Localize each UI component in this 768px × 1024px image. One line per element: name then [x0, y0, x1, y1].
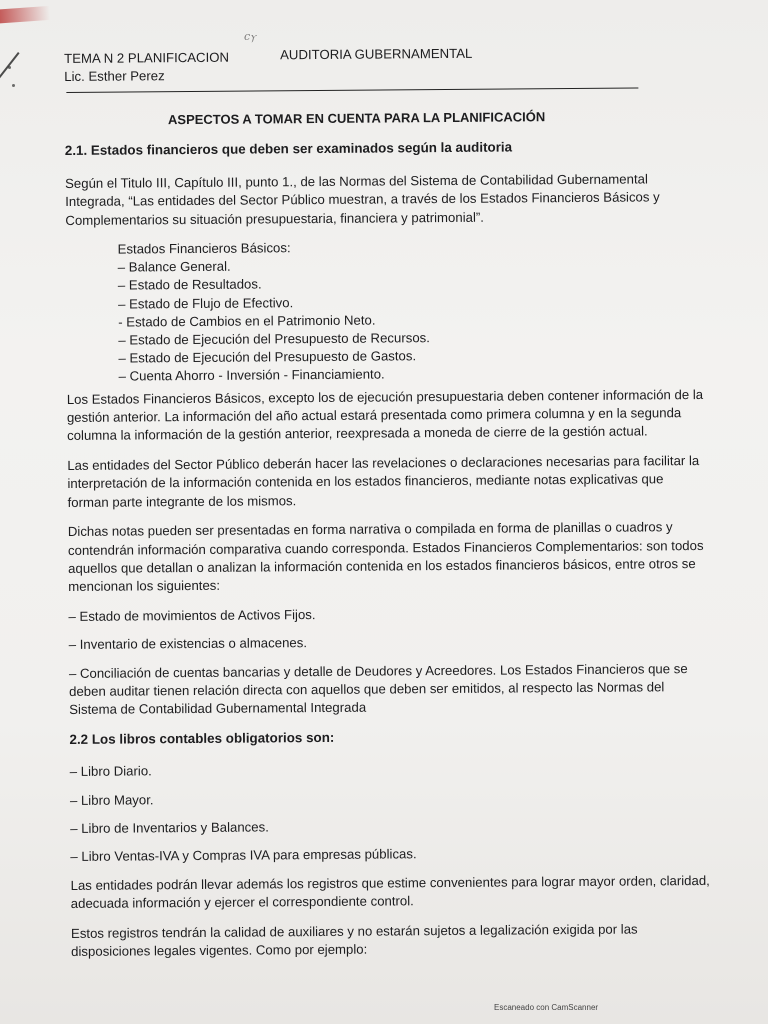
- pen-stroke: [0, 52, 20, 89]
- list-item: - Estado de Cambios en el Patrimonio Neto.: [118, 312, 376, 330]
- section-2-2-heading: 2.2 Los libros contables obligatorios son:: [69, 729, 335, 747]
- teacher-label: Lic. Esther Perez: [64, 68, 165, 85]
- header-rule: [66, 87, 638, 93]
- scanner-watermark: Escaneado con CamScanner: [494, 1003, 599, 1012]
- list-item: – Estado de Resultados.: [117, 276, 262, 294]
- paragraph: Los Estados Financieros Básicos, excepto los de ejecución presupuestaria deben contener información de la gestión anterior. La información del año actual estará presentada como primera columna y en la segunda columna la información de la gestión anterior, reexpresada a moneda de cierre de la gestión actual.: [66, 386, 704, 444]
- paragraph: Las entidades podrán llevar además los registros que estime convenientes para lograr mayor orden, claridad, adecuada información y ejercer el correspondiente control.: [70, 872, 710, 912]
- document-body: [64, 39, 711, 972]
- list-item: – Inventario de existencias o almacenes.: [68, 635, 308, 653]
- list-item: – Libro Mayor.: [69, 791, 154, 808]
- paragraph: – Conciliación de cuentas bancarias y detalle de Deudores y Acreedores. Los Estados Financieros que se deben auditar tienen relación directa con aquellos que deben ser emitidos, al respecto las Normas del Sistema de Contabilidad Gubernamental Integrada: [68, 660, 688, 718]
- paragraph: Dichas notas pueden ser presentadas en forma narrativa o compilada en forma de planillas o cuadros y contendrán información comparativa cuando corresponda. Estados Financieros Complementarios: son todos aquellos que detallan o analizan la información contenida en los estados financieros básicos, entre otros se mencionan los siguientes:: [67, 519, 704, 595]
- list-item: – Estado de movimientos de Activos Fijos.: [68, 606, 316, 624]
- list-item: – Libro Ventas-IVA y Compras IVA para empresas públicas.: [70, 846, 417, 865]
- list-item: – Balance General.: [117, 258, 231, 275]
- ink-dot: [8, 66, 11, 69]
- list-item: – Libro Diario.: [69, 763, 152, 780]
- ink-dot: [12, 84, 15, 87]
- list-item: – Libro de Inventarios y Balances.: [70, 819, 269, 836]
- list-item: – Estado de Ejecución del Presupuesto de Recursos.: [118, 330, 430, 348]
- page-title: ASPECTOS A TOMAR EN CUENTA PARA LA PLANIFICACIÓN: [167, 109, 546, 128]
- section-2-1-heading: 2.1. Estados financieros que deben ser examinados según la auditoria: [64, 139, 513, 159]
- list-item: – Cuenta Ahorro - Inversión - Financiamiento.: [118, 366, 385, 385]
- handwritten-scribble: ϲⲩ: [244, 30, 256, 43]
- paragraph: Estos registros tendrán la calidad de auxiliares y no estarán sujetos a legalización exigida por las disposiciones legales vigentes. Como por ejemplo:: [70, 921, 638, 959]
- list-item: – Estado de Flujo de Efectivo.: [117, 294, 294, 312]
- topic-label: TEMA N 2 PLANIFICACION: [64, 49, 230, 66]
- red-mark: [0, 6, 50, 24]
- header-left: [64, 49, 229, 87]
- list-heading: Estados Financieros Básicos:: [117, 240, 291, 257]
- paragraph: Las entidades del Sector Público deberán hacer las revelaciones o declaraciones necesarias para facilitar la interpretación de la información contenida en los estados financieros, mediante notas explicativas que forman parte integrante de los mismos.: [67, 452, 700, 510]
- course-label: AUDITORIA GUBERNAMENTAL: [280, 45, 473, 63]
- paragraph: Según el Titulo III, Capítulo III, punto 1., de las Normas del Sistema de Contabilidad Gubernamental Integrada, “Las entidades del Sector Público muestran, a través de los Estados Financieros Básicos y Complementarios su situación presupuestaria, financiera y patrimonial”.: [65, 171, 660, 228]
- list-item: – Estado de Ejecución del Presupuesto de Gastos.: [118, 348, 417, 366]
- basic-statements-list: [118, 236, 707, 386]
- page-header: [64, 39, 704, 102]
